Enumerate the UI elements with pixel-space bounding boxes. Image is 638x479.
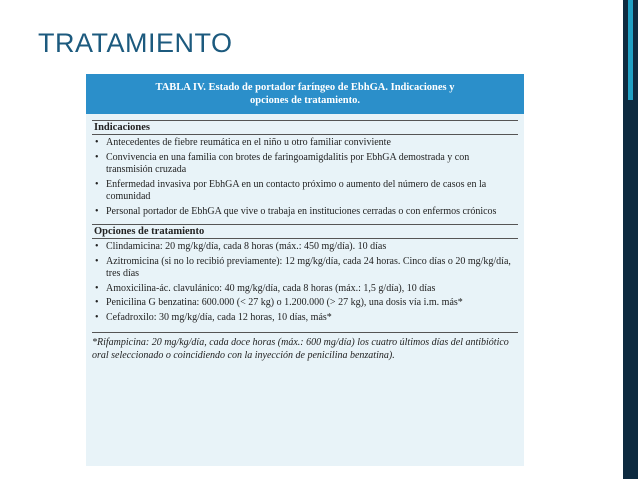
list-item-text: Personal portador de EbhGA que vive o trabaja en instituciones cerradas o con enfermos crónicos — [106, 205, 497, 217]
table-image — [86, 74, 524, 466]
right-edge-accent — [628, 0, 633, 100]
opciones-heading: Opciones de tratamiento — [92, 224, 518, 239]
list-item-text: Azitromicina (si no lo recibió previamente): 12 mg/kg/día, cada 24 horas. Cinco días o 20 mg/kg/día, tres días — [106, 255, 511, 279]
slide-title: TRATAMIENTO — [38, 28, 233, 58]
list-item — [92, 137, 518, 150]
list-item-text: Enfermedad invasiva por EbhGA en un contacto próximo o aumento del número de casos en la comunidad — [106, 178, 487, 202]
indicaciones-section — [92, 120, 518, 218]
list-item — [92, 179, 518, 204]
list-item — [92, 256, 518, 281]
indicaciones-list — [92, 137, 518, 218]
table-footnote: *Rifampicina: 20 mg/kg/día, cada doce horas (máx.: 600 mg/día) los cuatro últimos días del antibiótico oral seleccionado o coincidiendo con la inyección de penicilina benzatina). — [92, 332, 518, 362]
list-item-text: Amoxicilina-ác. clavulánico: 40 mg/kg/día, cada 8 horas (máx.: 1,5 g/día), 10 días — [106, 282, 436, 294]
opciones-list — [92, 241, 518, 324]
bullet-icon: • — [95, 282, 99, 294]
list-item-text: Antecedentes de fiebre reumática en el niño u otro familiar conviviente — [106, 137, 391, 148]
bullet-icon: • — [95, 241, 99, 252]
bullet-icon: • — [95, 137, 99, 148]
list-item — [92, 283, 518, 296]
table-header — [86, 74, 524, 114]
bullet-icon: • — [95, 311, 99, 323]
bullet-icon: • — [95, 255, 99, 267]
table-header-line2: opciones de tratamiento. — [250, 95, 360, 106]
list-item — [92, 297, 518, 310]
list-item — [92, 152, 518, 177]
bullet-icon: • — [95, 151, 99, 163]
list-item — [92, 206, 518, 219]
list-item-text: Clindamicina: 20 mg/kg/día, cada 8 horas (máx.: 450 mg/día). 10 días — [106, 241, 387, 252]
bullet-icon: • — [95, 178, 99, 190]
indicaciones-heading: Indicaciones — [92, 120, 518, 135]
bullet-icon: • — [95, 205, 99, 217]
table-header-line1: TABLA IV. Estado de portador faríngeo de EbhGA. Indicaciones y — [155, 82, 455, 93]
list-item — [92, 241, 518, 254]
list-item-text: Cefadroxilo: 30 mg/kg/día, cada 12 horas, 10 días, más* — [106, 311, 332, 323]
list-item-text: Penicilina G benzatina: 600.000 (< 27 kg) o 1.200.000 (> 27 kg), una dosis vía i.m. más* — [106, 297, 463, 308]
list-item — [92, 312, 518, 325]
opciones-section — [92, 224, 518, 324]
list-item-text: Convivencia en una familia con brotes de faringoamigdalitis por EbhGA demostrada y con transmisión cruzada — [106, 151, 470, 175]
bullet-icon: • — [95, 297, 99, 308]
